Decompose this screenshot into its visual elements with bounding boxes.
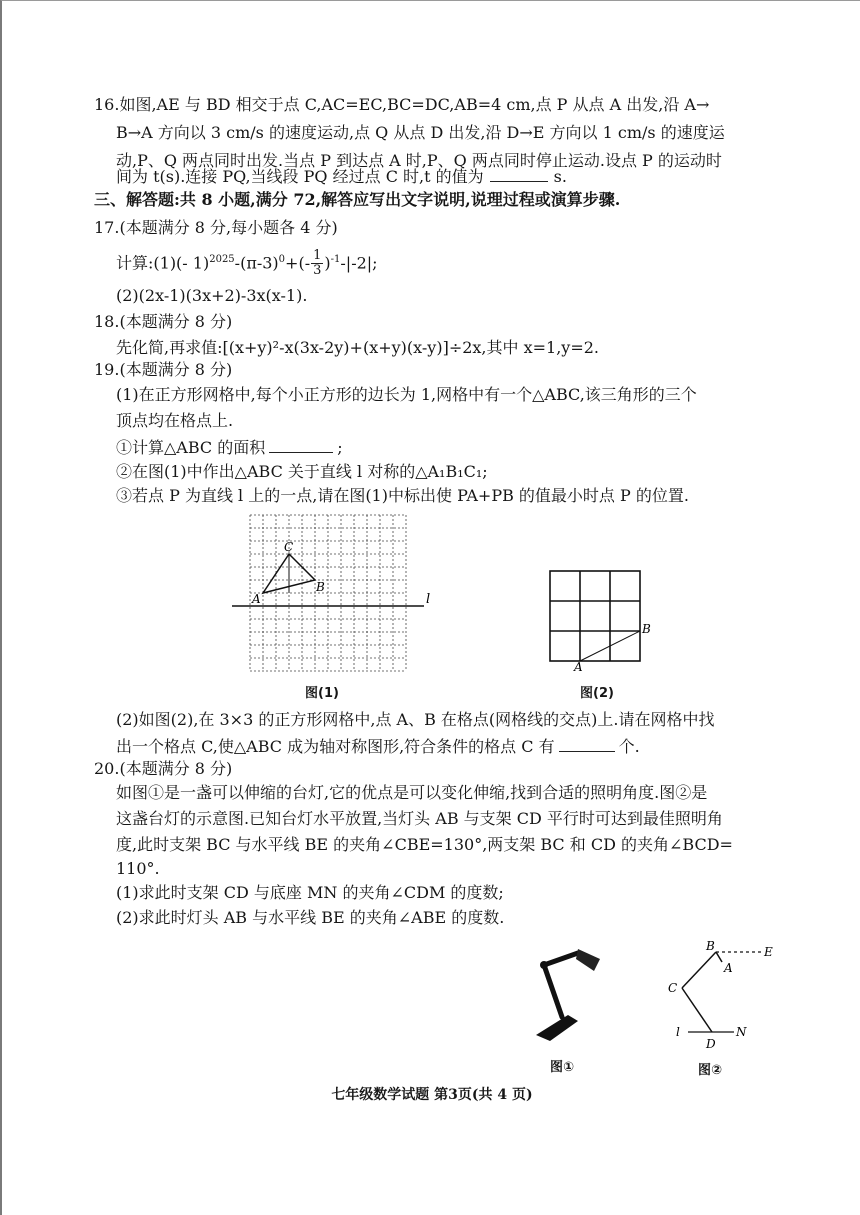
q17-p1-plus: +(-: [285, 253, 311, 273]
q20-part-2: (2)求此时灯头 AB 与水平线 BE 的夹角∠ABE 的度数.: [116, 908, 505, 927]
q19-figure-2: [546, 567, 656, 675]
q17-p1-fraction: [311, 249, 323, 278]
q20-figure-lamp: [528, 945, 628, 1045]
schematic-label-m: l: [676, 1025, 680, 1039]
lamp-arms: [544, 953, 578, 1017]
q19-p2-line-2: [116, 735, 640, 758]
fig2-label-b: B: [642, 622, 651, 636]
figure-2-grid: [550, 571, 640, 661]
q20-line-4: 110°.: [116, 859, 160, 878]
q19-count-blank[interactable]: [559, 735, 615, 752]
q17-part-1: [116, 249, 378, 278]
q16-line-2: B→A 方向以 3 cm/s 的速度运动,点 Q 从点 D 出发,沿 D→E 方向以 1 cm/s 的速度运: [116, 123, 725, 142]
q17-p1-tail: -|-2|;: [340, 253, 378, 273]
section-3-heading: 三、解答题:共 8 小题,满分 72,解答应写出文字说明,说理过程或演算步骤.: [94, 190, 621, 209]
q19-step-1-end: ;: [337, 438, 343, 457]
fraction-denominator: 3: [313, 263, 322, 279]
schematic-label-b: B: [706, 939, 715, 953]
q20-header: 20.(本题满分 8 分): [94, 759, 233, 778]
lamp-head: [576, 949, 600, 971]
q16-line-4: [116, 165, 567, 188]
fraction-numerator: 1: [313, 248, 322, 264]
q19-p1-line-1: (1)在正方形网格中,每个小正方形的边长为 1,网格中有一个△ABC,该三角形的三个: [116, 385, 697, 404]
q19-step-1-text: ①计算△ABC 的面积: [116, 438, 266, 457]
q19-p2-line-2-end: 个.: [618, 737, 640, 756]
segment-ab-head: [716, 952, 722, 962]
label-c: C: [284, 540, 294, 554]
q18-body: 先化简,再求值:[(x+y)²-x(3x-2y)+(x+y)(x-y)]÷2x,其中 x=1,y=2.: [116, 338, 600, 357]
q16-line-4-text: 间为 t(s).连接 PQ,当线段 PQ 经过点 C 时,t 的值为: [116, 167, 484, 186]
q17-p1-zero-exponent: 0: [278, 254, 286, 265]
q19-step-2: ②在图(1)中作出△ABC 关于直线 l 对称的△A₁B₁C₁;: [116, 462, 488, 481]
q16-line-4-unit: s.: [553, 167, 567, 186]
q16-line-1: 16.如图,AE 与 BD 相交于点 C,AC=EC,BC=DC,AB=4 cm,点 P 从点 A 出发,沿 A→: [94, 95, 710, 114]
q17-p1-exponent: 2025: [209, 254, 235, 265]
label-l: l: [426, 592, 431, 607]
q19-figure-2-caption: 图(2): [580, 686, 614, 701]
q20-line-3: 度,此时支架 BC 与水平线 BE 的夹角∠CBE=130°,两支架 BC 和 CD 的夹角∠BCD=: [116, 835, 733, 854]
label-a: A: [252, 592, 261, 606]
q19-step-1: [116, 436, 343, 459]
q17-header: 17.(本题满分 8 分,每小题各 4 分): [94, 218, 338, 237]
schematic-label-a: A: [724, 961, 733, 975]
schematic-label-c: C: [668, 981, 678, 995]
q17-p1-close-paren: ): [324, 253, 331, 273]
q17-p1-base: 计算:(1)(- 1): [116, 253, 210, 273]
q19-step-3: ③若点 P 为直线 l 上的一点,请在图(1)中标出使 PA+PB 的值最小时点 P 的位置.: [116, 486, 689, 505]
q19-area-blank[interactable]: [269, 436, 333, 453]
lamp-base: [536, 1015, 578, 1041]
q17-p1-pi-term: -(π-3): [234, 253, 279, 273]
q17-p1-neg-exponent: -1: [330, 254, 341, 265]
label-b: B: [316, 580, 325, 594]
q20-part-1: (1)求此时支架 CD 与底座 MN 的夹角∠CDM 的度数;: [116, 883, 504, 902]
segment-cd: [682, 988, 712, 1032]
q19-p1-line-2: 顶点均在格点上.: [116, 411, 234, 430]
figure-1-grid: [250, 515, 406, 671]
page-footer: 七年级数学试题 第3页(共 4 页): [331, 1087, 533, 1103]
q20-line-1: 如图①是一盏可以伸缩的台灯,它的优点是可以变化伸缩,找到合适的照明角度.图②是: [116, 783, 708, 802]
q19-header: 19.(本题满分 8 分): [94, 360, 233, 379]
schematic-label-e: E: [764, 945, 773, 959]
lamp-joint: [540, 961, 548, 969]
q19-figure-1: [228, 511, 448, 681]
schematic-label-n: N: [736, 1025, 747, 1039]
q17-part-2: (2)(2x-1)(3x+2)-3x(x-1).: [116, 286, 308, 305]
segment-bc: [682, 952, 716, 988]
schematic-label-d: D: [706, 1037, 716, 1051]
fig2-label-a: A: [574, 660, 583, 674]
q19-p2-line-2-text: 出一个格点 C,使△ABC 成为轴对称图形,符合条件的格点 C 有: [116, 737, 555, 756]
q16-answer-blank[interactable]: [490, 165, 548, 182]
q19-figure-1-caption: 图(1): [305, 686, 339, 701]
q20-figure-1-caption: 图①: [550, 1060, 575, 1075]
q16-line-3: 动,P、Q 两点同时出发.当点 P 到达点 A 时,P、Q 两点同时停止运动.设点 P 的运动时: [116, 151, 722, 170]
q20-figure-schematic: [662, 936, 782, 1056]
q20-line-2: 这盏台灯的示意图.已知台灯水平放置,当灯头 AB 与支架 CD 平行时可达到最佳照明角: [116, 809, 723, 828]
q20-figure-2-caption: 图②: [698, 1063, 723, 1078]
q19-p2-line-1: (2)如图(2),在 3×3 的正方形网格中,点 A、B 在格点(网格线的交点)上.请在网格中找: [116, 710, 715, 729]
q18-header: 18.(本题满分 8 分): [94, 312, 233, 331]
